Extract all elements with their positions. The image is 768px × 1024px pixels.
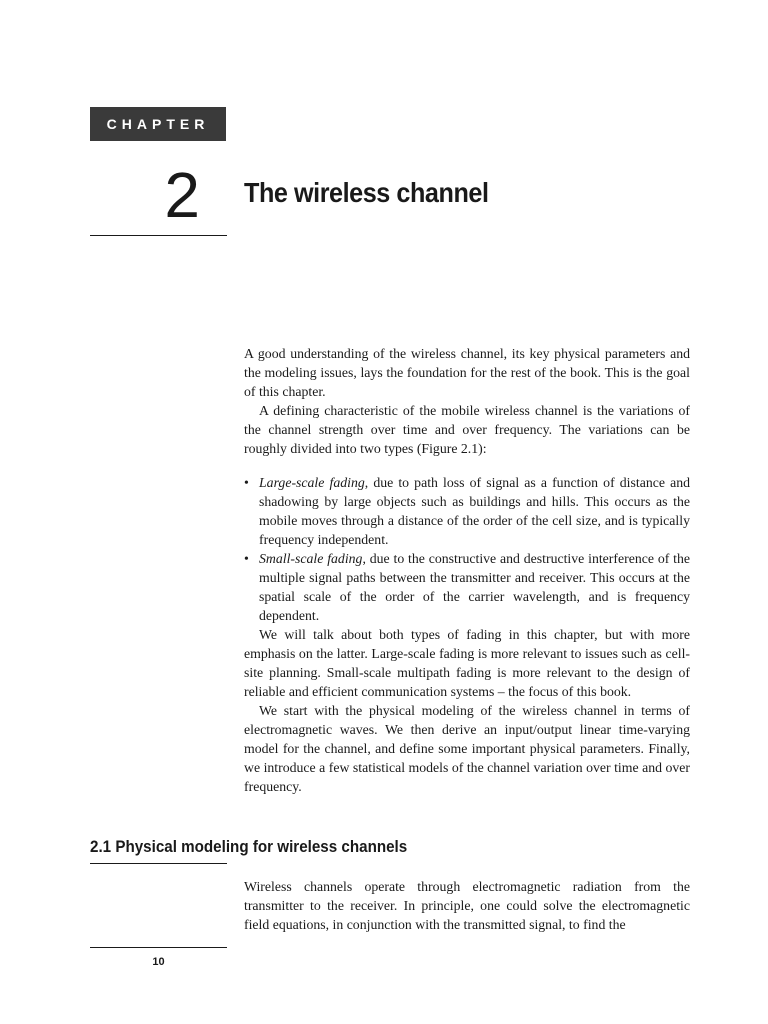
continuation-text xyxy=(244,625,690,796)
bullet-icon: • xyxy=(244,551,249,566)
bullet-icon: • xyxy=(244,475,249,490)
section-paragraph-1: Wireless channels operate through electromagnetic radiation from the transmitter to the receiver. In principle, one could solve the electromagnetic field equations, in conjunction with the transmitted signal, to find the xyxy=(244,879,690,932)
bullet-text: , due to the constructive and destructive interference of the multiple signal paths between the transmitter and receiver. This occurs at the spatial scale of the order of the carrier wavelength, and is frequency dependent. xyxy=(259,551,690,623)
fading-types-list xyxy=(244,473,690,625)
intro-text xyxy=(244,344,690,458)
body-paragraph-3: We will talk about both types of fading in this chapter, but with more emphasis on the latter. Large-scale fading is more relevant to issues such as cell-site planning. Small-scale multipath fading is more relevant to the design of reliable and efficient communication systems – the focus of this book. xyxy=(244,627,690,699)
body-paragraph-4: We start with the physical modeling of the wireless channel in terms of electromagnetic waves. We then derive an input/output linear time-varying model for the channel, and define some important physical parameters. Finally, we introduce a few statistical models of the channel variation over time and over frequency. xyxy=(244,703,690,794)
chapter-title: The wireless channel xyxy=(244,177,489,208)
section-heading: 2.1 Physical modeling for wireless channels xyxy=(90,838,408,856)
bullet-term: Small-scale fading xyxy=(259,551,363,566)
bullet-text: , due to path loss of signal as a function of distance and shadowing by large objects such as buildings and hills. This occurs as the mobile moves through a distance of the order of the cell size, and is typically frequency independent. xyxy=(259,475,690,547)
intro-paragraph-1: A good understanding of the wireless channel, its key physical parameters and the modeling issues, lays the foundation for the rest of the book. This is the goal of this chapter. xyxy=(244,346,690,399)
section-rule xyxy=(90,863,227,864)
section-text xyxy=(244,877,690,934)
list-item xyxy=(244,473,690,549)
page-number: 10 xyxy=(152,956,165,968)
footer-rule xyxy=(90,947,227,948)
bullet-term: Large-scale fading xyxy=(259,475,365,490)
chapter-label: CHAPTER xyxy=(90,107,226,141)
intro-paragraph-2: A defining characteristic of the mobile wireless channel is the variations of the channel strength over time and over frequency. The variations can be roughly divided into two types (Figure 2.1): xyxy=(244,403,690,456)
chapter-rule xyxy=(90,235,227,236)
chapter-number: 2 xyxy=(164,159,200,231)
list-item xyxy=(244,549,690,625)
